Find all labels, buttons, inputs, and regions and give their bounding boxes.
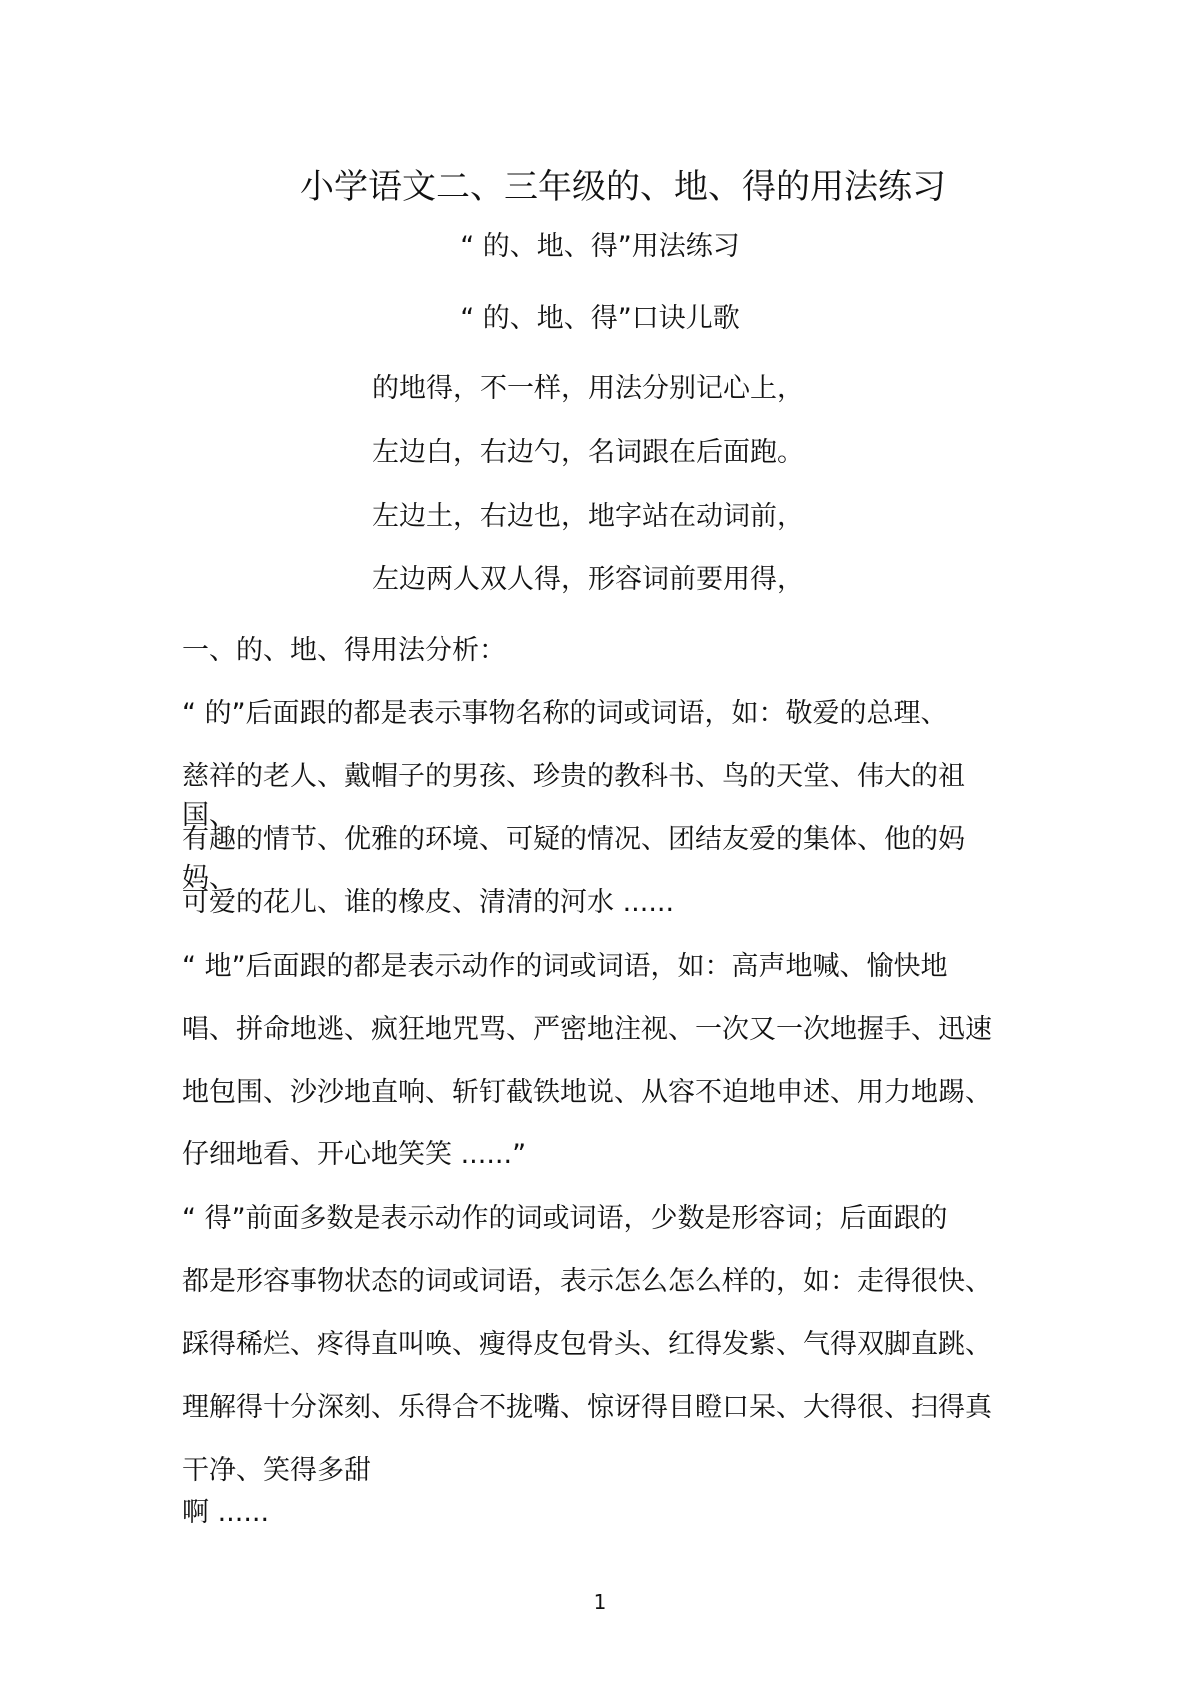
dei-paragraph-line: 干净、笑得多甜 xyxy=(182,1455,371,1486)
subtitle: “ 的、地、得”用法练习 xyxy=(460,231,740,262)
rhyme-line: 左边白，右边勺，名词跟在后面跑。 xyxy=(372,437,804,468)
dei-paragraph-line: 踩得稀烂、疼得直叫唤、瘦得皮包骨头、红得发紫、气得双脚直跳、 xyxy=(182,1329,992,1360)
di-paragraph-line: 仔细地看、开心地笑笑 ......” xyxy=(182,1139,527,1170)
de-paragraph-line: 慈祥的老人、戴帽子的男孩、珍贵的教科书、鸟的天堂、伟大的祖 xyxy=(182,761,965,792)
rhyme-line: 左边土，右边也，地字站在动词前， xyxy=(372,501,804,532)
rhyme-title: “ 的、地、得”口诀儿歌 xyxy=(460,303,740,334)
dei-paragraph-line: 理解得十分深刻、乐得合不拢嘴、惊讶得目瞪口呆、大得很、扫得真 xyxy=(182,1392,992,1423)
de-paragraph-line: “ 的”后面跟的都是表示事物名称的词或词语，如：敬爱的总理、 xyxy=(182,698,948,729)
dei-paragraph-line: “ 得”前面多数是表示动作的词或词语，少数是形容词；后面跟的 xyxy=(182,1203,948,1234)
de-paragraph-line: 可爱的花儿、谁的橡皮、清清的河水 ...... xyxy=(182,887,675,918)
dei-paragraph-line: 都是形容事物状态的词或词语，表示怎么怎么样的，如：走得很快、 xyxy=(182,1266,992,1297)
rhyme-line: 左边两人双人得，形容词前要用得， xyxy=(372,564,804,595)
page-number: 1 xyxy=(593,1590,607,1614)
rhyme-line: 的地得，不一样，用法分别记心上， xyxy=(372,373,804,404)
di-paragraph-line: 地包围、沙沙地直响、斩钉截铁地说、从容不迫地申述、用力地踢、 xyxy=(182,1077,992,1108)
di-paragraph-line: “ 地”后面跟的都是表示动作的词或词语，如：高声地喊、愉快地 xyxy=(182,951,948,982)
clipped-fragment: 国、 xyxy=(182,800,236,831)
dei-paragraph-line: 啊 ...... xyxy=(182,1497,270,1528)
de-paragraph-line: 有趣的情节、优雅的环境、可疑的情况、团结友爱的集体、他的妈 xyxy=(182,824,965,855)
di-paragraph-line: 唱、拼命地逃、疯狂地咒骂、严密地注视、一次又一次地握手、迅速 xyxy=(182,1014,992,1045)
clipped-fragment: 妈、 xyxy=(182,863,236,894)
section-heading: 一、的、地、得用法分析： xyxy=(182,635,506,666)
page-title: 小学语文二、三年级的、地、得的用法练习 xyxy=(300,167,946,207)
